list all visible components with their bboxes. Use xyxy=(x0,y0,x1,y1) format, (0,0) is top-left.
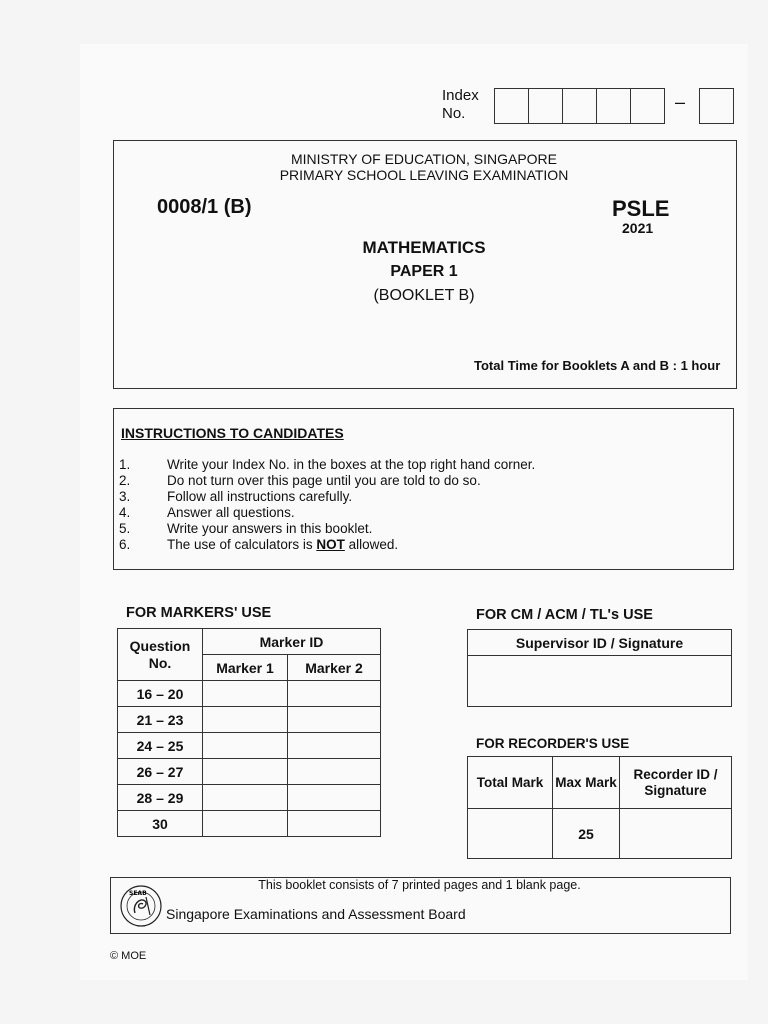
ministry-heading: MINISTRY OF EDUCATION, SINGAPORE PRIMARY SCHOOL LEAVING EXAMINATION xyxy=(279,151,569,183)
marker2-cell[interactable] xyxy=(288,733,381,759)
recorder-table xyxy=(467,756,732,859)
marker1-cell[interactable] xyxy=(203,681,288,707)
marker1-cell[interactable] xyxy=(203,759,288,785)
instruction-item: 6. The use of calculators is NOT allowed. xyxy=(119,537,399,552)
index-digit-box[interactable] xyxy=(562,88,597,124)
index-digit-box[interactable] xyxy=(528,88,563,124)
marker-id-header: Marker ID xyxy=(203,629,381,655)
index-digit-box[interactable] xyxy=(494,88,529,124)
subject-title: MATHEMATICS xyxy=(362,238,486,257)
exam-abbr: PSLE xyxy=(612,196,670,221)
total-mark-header: Total Mark xyxy=(468,757,553,809)
paper-title: PAPER 1 xyxy=(390,263,458,280)
table-row: 28 – 29 xyxy=(118,785,381,811)
table-row: 26 – 27 xyxy=(118,759,381,785)
marker1-cell[interactable] xyxy=(203,811,288,837)
supervisor-signature-cell[interactable] xyxy=(468,656,732,707)
supervisor-table xyxy=(467,629,732,707)
marker1-cell[interactable] xyxy=(203,733,288,759)
marker1-header: Marker 1 xyxy=(203,655,288,681)
instruction-item: 5. Write your answers in this booklet. xyxy=(119,521,373,536)
exam-year: 2021 xyxy=(622,220,654,236)
table-row: 16 – 20 xyxy=(118,681,381,707)
recorder-signature-cell[interactable] xyxy=(620,809,732,859)
total-mark-cell[interactable] xyxy=(468,809,553,859)
marker1-cell[interactable] xyxy=(203,785,288,811)
markers-table xyxy=(117,628,381,837)
copyright: © MOE xyxy=(110,950,147,962)
instruction-item: 1. Write your Index No. in the boxes at the top right hand corner. xyxy=(119,457,536,472)
index-no-label: Index No. xyxy=(442,87,479,122)
max-mark-header: Max Mark xyxy=(553,757,620,809)
paper-code: 0008/1 (B) xyxy=(157,196,252,218)
board-name: Singapore Examinations and Assessment Board xyxy=(166,906,466,922)
marker2-cell[interactable] xyxy=(288,785,381,811)
recorder-use-title: FOR RECORDER'S USE xyxy=(476,736,630,751)
index-dash: – xyxy=(675,92,686,112)
supervisor-header: Supervisor ID / Signature xyxy=(468,630,732,656)
index-check-box[interactable] xyxy=(699,88,734,124)
instruction-item: 2. Do not turn over this page until you are told to do so. xyxy=(119,473,481,488)
emphasis-not: NOT xyxy=(316,537,345,552)
instructions-list xyxy=(119,457,535,553)
index-no-boxes[interactable] xyxy=(494,88,664,122)
max-mark-value: 25 xyxy=(553,809,620,859)
table-row: 30 xyxy=(118,811,381,837)
instruction-item: 3. Follow all instructions carefully. xyxy=(119,489,353,504)
index-digit-box[interactable] xyxy=(596,88,631,124)
marker1-cell[interactable] xyxy=(203,707,288,733)
booklet-title: (BOOKLET B) xyxy=(373,287,475,304)
table-row: 24 – 25 xyxy=(118,733,381,759)
recorder-id-header: Recorder ID / Signature xyxy=(620,757,732,809)
marker2-cell[interactable] xyxy=(288,759,381,785)
page-count-note: This booklet consists of 7 printed pages and 1 blank page. xyxy=(258,878,581,892)
seab-seal-icon xyxy=(118,883,164,929)
index-digit-box[interactable] xyxy=(630,88,665,124)
seal-text: SEAB xyxy=(129,890,147,897)
marker2-cell[interactable] xyxy=(288,707,381,733)
marker2-header: Marker 2 xyxy=(288,655,381,681)
supervisor-use-title: FOR CM / ACM / TL's USE xyxy=(476,607,653,623)
marker2-cell[interactable] xyxy=(288,681,381,707)
total-time: Total Time for Booklets A and B : 1 hour xyxy=(474,358,721,373)
markers-use-title: FOR MARKERS' USE xyxy=(126,605,272,621)
table-row: 21 – 23 xyxy=(118,707,381,733)
marker2-cell[interactable] xyxy=(288,811,381,837)
instructions-heading: INSTRUCTIONS TO CANDIDATES xyxy=(121,425,344,441)
question-no-header: Question No. xyxy=(118,629,203,681)
instruction-item: 4. Answer all questions. xyxy=(119,505,295,520)
